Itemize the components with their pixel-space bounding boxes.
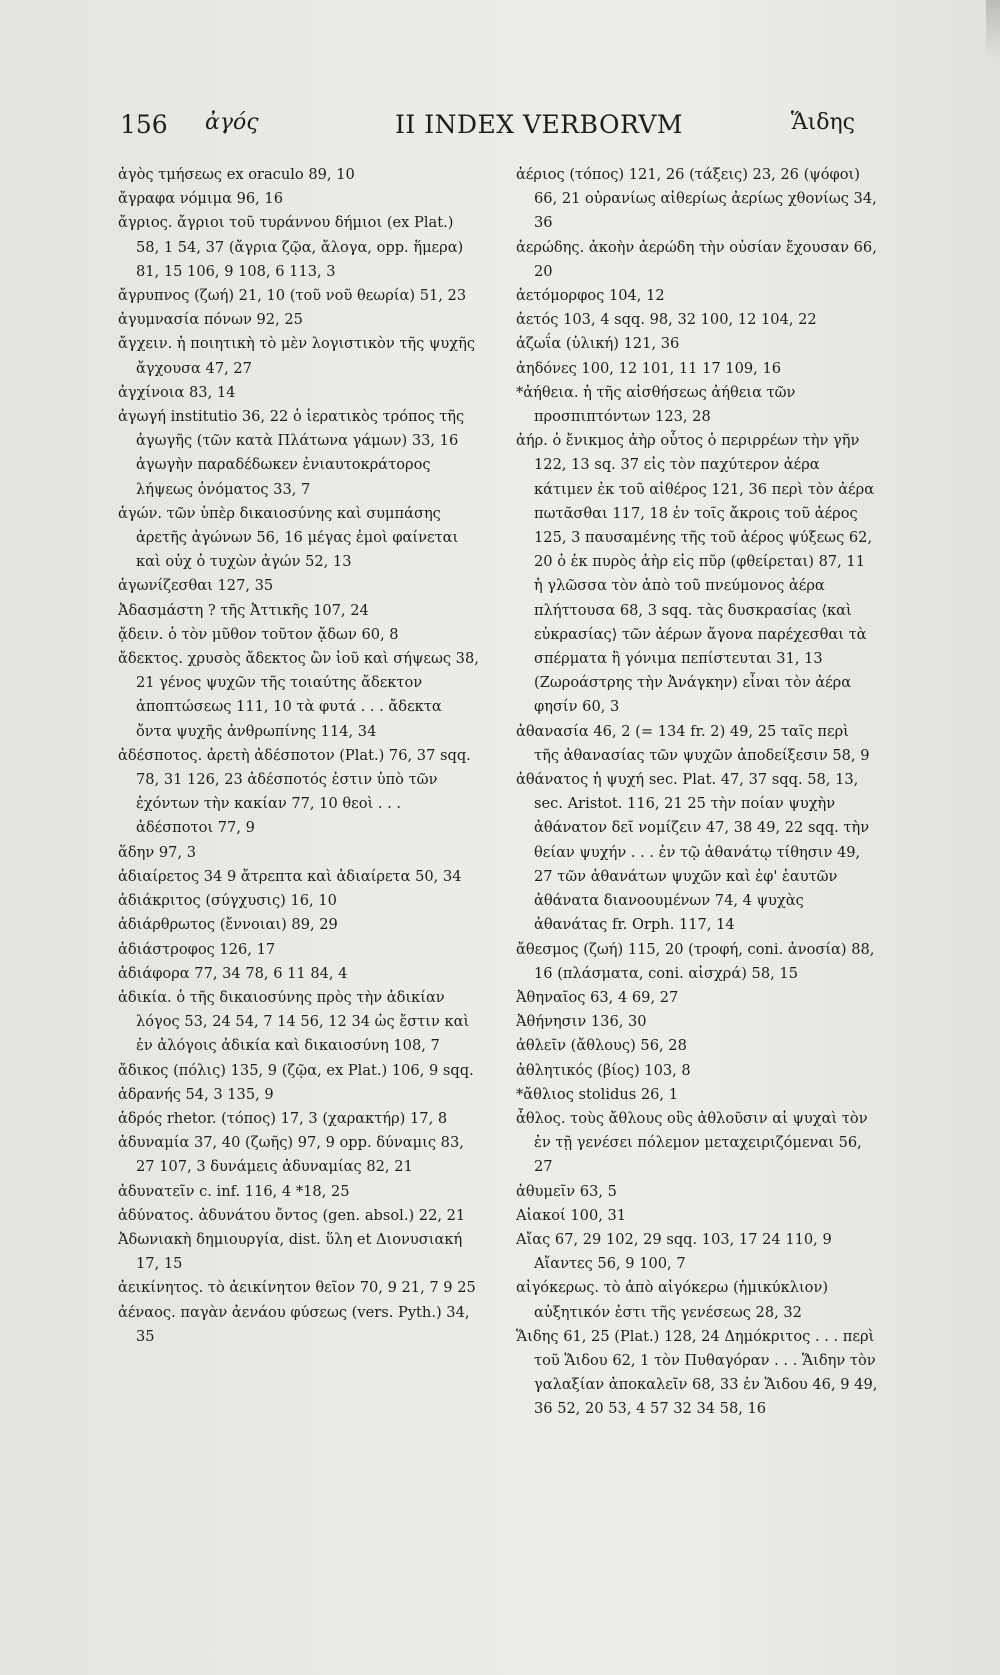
index-entry: ἀδιαίρετος 34 9 ἄτρεπτα καὶ ἀδιαίρετα 50, 34	[118, 867, 462, 885]
index-entry: ἀερώδης. ἀκοὴν ἀερώδη τὴν οὐσίαν ἔχουσαν 66, 20	[516, 238, 877, 280]
index-entry: ἆθλος. τοὺς ἄθλους οὓς ἀθλοῦσιν αἱ ψυχαὶ τὸν ἐν τῇ γενέσει πόλεμον μεταχειριζόμεναι 56, 27	[516, 1109, 868, 1176]
index-columns	[118, 163, 878, 1643]
index-entry: ἀέναος. παγὰν ἀενάου φύσεως (vers. Pyth.) 34, 35	[118, 1303, 470, 1345]
index-entry: Ἀδασμάστη ? τῆς Ἀττικῆς 107, 24	[118, 601, 369, 619]
index-entry: ἀδιάφορα 77, 34 78, 6 11 84, 4	[118, 964, 348, 982]
index-entry: ἀδέσποτος. ἀρετὴ ἀδέσποτον (Plat.) 76, 37 sqq. 78, 31 126, 23 ἀδέσποτός ἐστιν ὑπὸ τῶν ἐχόντων τὴν κακίαν 77, 10 θεοὶ . . . ἀδέσποτοι 77, 9	[118, 746, 471, 837]
index-entry: ἀηδόνες 100, 12 101, 11 17 109, 16	[516, 359, 782, 377]
index-entry: ἀετόμορφος 104, 12	[516, 287, 665, 305]
right-catchword: Ἅιδης	[790, 110, 855, 135]
index-entry: Ἀθήνησιν 136, 30	[516, 1013, 647, 1031]
page-number: 156	[120, 110, 168, 139]
page-edge-shadow	[986, 0, 1000, 60]
index-entry: ἄδεκτος. χρυσὸς ἄδεκτος ὢν ἰοῦ καὶ σήψεως 38, 21 γένος ψυχῶν τῆς τοιαύτης ἄδεκτον ἀποπτώσεως 111, 10 τὰ φυτά . . . ἄδεκτα ὄντα ψυχῆς ἀνθρωπίνης 114, 34	[118, 650, 479, 740]
index-entry: ἀδυναμία 37, 40 (ζωῆς) 97, 9 opp. δύναμις 83, 27 107, 3 δυνάμεις ἀδυναμίας 82, 21	[118, 1134, 464, 1176]
index-entry: ἀδικία. ὁ τῆς δικαιοσύνης πρὸς τὴν ἀδικίαν λόγος 53, 24 54, 7 14 56, 12 34 ὡς ἔστιν καὶ ἐν ἀλόγοις ἀδικία καὶ δικαιοσύνη 108, 7	[118, 988, 470, 1055]
index-entry: ἀθλεῖν (ἄθλους) 56, 28	[516, 1037, 687, 1055]
index-entry: *ἄθλιος stolidus 26, 1	[516, 1085, 678, 1103]
left-column	[118, 163, 480, 1349]
index-entry: ἀδιάκριτος (σύγχυσις) 16, 10	[118, 892, 337, 910]
right-column	[516, 163, 878, 1422]
index-entry: ἀγχίνοια 83, 14	[118, 383, 236, 401]
left-catchword: ἀγός	[205, 110, 259, 135]
index-entry: ἀδιάστροφος 126, 17	[118, 940, 276, 958]
index-entry: ἄδικος (πόλις) 135, 9 (ζῷα, ex Plat.) 106, 9 sqq.	[118, 1061, 474, 1079]
index-entry: ἀθάνατος ἡ ψυχή sec. Plat. 47, 37 sqq. 58, 13, sec. Aristot. 116, 21 25 τὴν ποίαν ψυχὴν ἀθάνατον δεῖ νομίζειν 47, 38 49, 22 sqq. τὴν θείαν ψυχήν . . . ἐν τῷ ἀθανάτῳ τίθησιν 49, 27 τῶν ἀθανάτων ψυχῶν καὶ ἐφ' ἑαυτῶν ἀθάνατα διανοουμένων 74, 4 ψυχὰς ἀθανάτας fr. Orph. 117, 14	[516, 771, 870, 934]
index-entry: ἀγωνίζεσθαι 127, 35	[118, 577, 274, 595]
index-entry: αἰγόκερως. τὸ ἀπὸ αἰγόκερω (ἡμικύκλιον) αὐξητικόν ἐστι τῆς γενέσεως 28, 32	[516, 1279, 829, 1321]
index-entry: ἄγριος. ἄγριοι τοῦ τυράννου δήμιοι (ex Plat.) 58, 1 54, 37 (ἄγρια ζῷα, ἄλογα, opp. ἥμερα) 81, 15 106, 9 108, 6 113, 3	[118, 214, 464, 280]
index-entry: ἄγχειν. ἡ ποιητικὴ τὸ μὲν λογιστικὸν τῆς ψυχῆς ἄγχουσα 47, 27	[118, 335, 476, 377]
index-entry: ἀγών. τῶν ὑπὲρ δικαιοσύνης καὶ συμπάσης ἀρετῆς ἀγώνων 56, 16 μέγας ἐμοὶ φαίνεται καὶ οὐχ ὁ τυχὼν ἀγών 52, 13	[118, 504, 459, 571]
index-entry: Αἴας 67, 29 102, 29 sqq. 103, 17 24 110, 9 Αἴαντες 56, 9 100, 7	[516, 1230, 832, 1273]
index-entry: Ἅιδης 61, 25 (Plat.) 128, 24 Δημόκριτος . . . περὶ τοῦ Ἅιδου 62, 1 τὸν Πυθαγόραν . . . Ἅιδην τὸν γαλαξίαν ἀποκαλεῖν 68, 33 ἐν Ἅιδου 46, 9 49, 36 52, 20 53, 4 57 32 34 58, 16	[516, 1327, 878, 1418]
index-entry: ἀζωΐα (ὑλική) 121, 36	[516, 335, 680, 353]
index-entry: ἀεικίνητος. τὸ ἀεικίνητον θεῖον 70, 9 21, 7 9 25	[118, 1279, 476, 1297]
index-entry: ἀγυμνασία πόνων 92, 25	[118, 311, 303, 329]
index-entry: ἀδυνατεῖν c. inf. 116, 4 *18, 25	[118, 1182, 350, 1200]
running-title: II INDEX VERBORVM	[395, 110, 684, 139]
index-entry: ἀθλητικός (βίος) 103, 8	[516, 1061, 691, 1079]
index-entry: ἀδρανής 54, 3 135, 9	[118, 1085, 274, 1103]
index-entry: ἄγρυπνος (ζωή) 21, 10 (τοῦ νοῦ θεωρία) 51, 23	[118, 287, 467, 305]
index-entry: ἀήρ. ὁ ἔνικμος ἀὴρ οὗτος ὁ περιρρέων τὴν γῆν 122, 13 sq. 37 εἰς τὸν παχύτερον ἀέρα κάτιμεν ἐκ τοῦ αἰθέρος 121, 36 περὶ τὸν ἀέρα πωτᾶσθαι 117, 18 ἐν τοῖς ἄκροις τοῦ ἀέρος 125, 3 παυσαμένης τῆς τοῦ ἀέρος ψύξεως 62, 20 ὁ ἐκ πυρὸς ἀὴρ εἰς πῦρ (φθείρεται) 87, 11 ἡ γλῶσσα τὸν ἀπὸ τοῦ πνεύμονος ἀέρα πλήττουσα 68, 3 sqq. τὰς δυσκρασίας ⟨καὶ εὐκρασίας⟩ τῶν ἀέρων ἄγονα παρέχεσθαι τὰ σπέρματα ἢ γόνιμα πεπίστευται 31, 13 (Ζωροάστρης τὴν Ἀνάγκην) εἶναι τὸν ἀέρα φησίν 60, 3	[516, 432, 875, 716]
index-entry: ἅδην 97, 3	[118, 843, 197, 861]
index-entry: ἁδρός rhetor. (τόπος) 17, 3 (χαρακτήρ) 17, 8	[118, 1109, 448, 1127]
index-entry: ἄγραφα νόμιμα 96, 16	[118, 190, 283, 208]
index-entry: ἄθεσμος (ζωή) 115, 20 (τροφή, coni. ἀνοσία) 88, 16 (πλάσματα, coni. αἰσχρά) 58, 15	[516, 940, 875, 982]
index-entry: ἀθανασία 46, 2 (= 134 fr. 2) 49, 25 ταῖς περὶ τῆς ἀθανασίας τῶν ψυχῶν ἀποδείξεσιν 58, 9	[516, 722, 870, 764]
index-entry: *ἀήθεια. ἡ τῆς αἰσθήσεως ἀήθεια τῶν προσπιπτόντων 123, 28	[516, 383, 796, 426]
index-entry: Ἀδωνιακὴ δημιουργία, dist. ὕλη et Διονυσιακή 17, 15	[118, 1230, 463, 1273]
index-entry: ἀθυμεῖν 63, 5	[516, 1182, 617, 1200]
index-entry: ᾄδειν. ὁ τὸν μῦθον τοῦτον ᾄδων 60, 8	[118, 625, 399, 643]
index-entry: ἀετός 103, 4 sqq. 98, 32 100, 12 104, 22	[516, 311, 817, 329]
running-head	[120, 110, 855, 150]
index-entry: ἀδύνατος. ἀδυνάτου ὄντος (gen. absol.) 22, 21	[118, 1206, 466, 1224]
index-entry: ἀδιάρθρωτος (ἔννοιαι) 89, 29	[118, 916, 338, 934]
index-entry: ἀγωγή institutio 36, 22 ὁ ἱερατικὸς τρόπος τῆς ἀγωγῆς (τῶν κατὰ Πλάτωνα γάμων) 33, 16 ἀγωγὴν παραδέδωκεν ἐνιαυτοκράτορος λήψεως ὀνόματος 33, 7	[118, 408, 465, 498]
index-entry: Ἀθηναῖος 63, 4 69, 27	[516, 988, 679, 1006]
index-entry: Αἰακοί 100, 31	[516, 1206, 627, 1224]
index-entry: ἀγὸς τμήσεως ex oraculo 89, 10	[118, 166, 355, 183]
index-entry: ἀέριος (τόπος) 121, 26 (τάξεις) 23, 26 (ψόφοι) 66, 21 οὐρανίως αἰθερίως ἀερίως χθονίως 34, 36	[516, 166, 877, 232]
